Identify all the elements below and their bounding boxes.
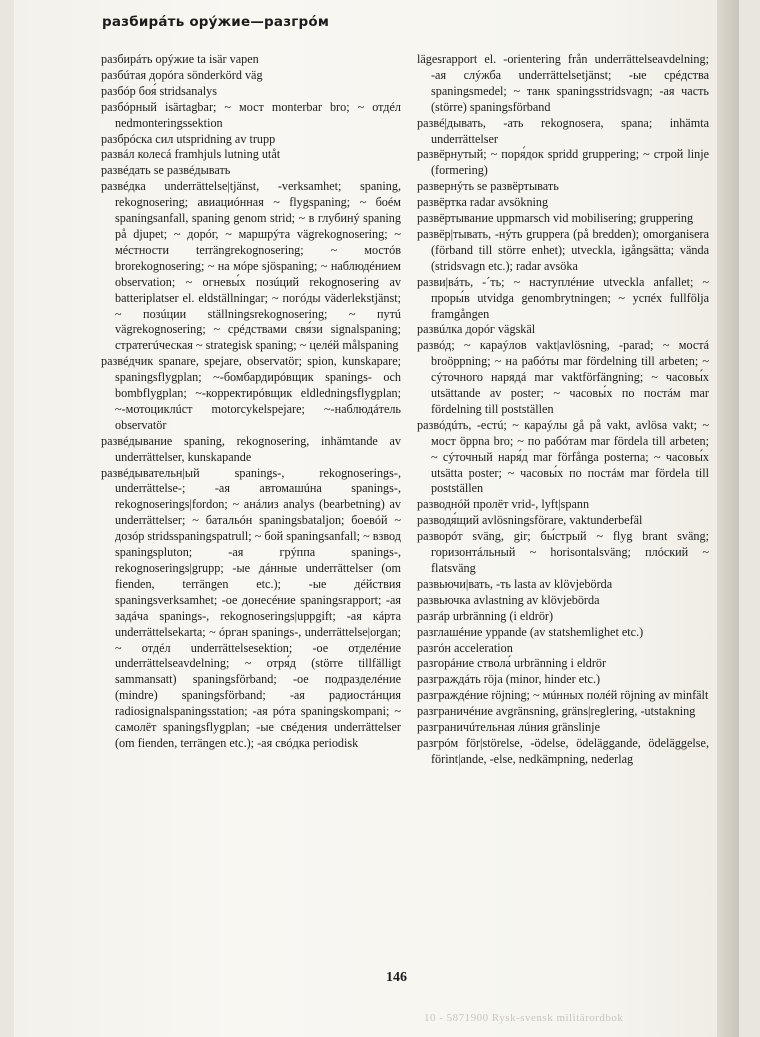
dictionary-entry: разводя́щий avlösningsförare, vaktunderbefäl — [417, 513, 643, 528]
dictionary-entry: разгáр urbränning (i eldrör) — [417, 608, 554, 623]
dictionary-entry: развéдка underrättelse|tjänst, -verksamhet; spaning, rekognosering; авиациóнная ~ flygspaning; ~ боéм spaningsanfall, spaning genom strid; ~ в глубинý spaning på djupet; ~ дорóг, ~ маршрýта vägrekognosering; ~ мéстности terrängrekognosering; ~ мостóв brorekognosering; ~ на мóре sjöspaning; ~ наблюдéнием observation; ~ огневы́х позúций rekognosering av batteriplatser el. eldställningar; ~ погóды väderlekstjänst; ~ позúции ställningsrekognosering; ~ путú vägrekognosering; ~ срéдствами свя́зи signalspaning; стратегúческая ~ strategisk spaning; ~ целéй målspaning — [101, 179, 401, 353]
dictionary-entry: развéдчик spanare, spejare, observatör; spion, kunskapare; spaningsflygplan; ~-бомбардирóвщик spanings- och bombflygplan; ~-корректирóвщик eldledningsflygplan; ~-мотоциклúст motorcykelspejare; ~-наблюдáтель observatör — [101, 354, 401, 432]
dictionary-entry: развé|дывать, -ать rekognosera, spana; inhämta underrättelser — [417, 115, 709, 146]
dictionary-page — [14, 0, 739, 1037]
page-gutter-shadow — [717, 0, 739, 1037]
dictionary-entry: разграждáть röja (minor, hinder etc.) — [417, 672, 601, 687]
dictionary-entry: развьючи|вать, -ть lasta av klövjebörda — [417, 576, 613, 591]
right-column — [417, 52, 709, 768]
dictionary-entry: разви|вáть, -´ть; ~ наступлéние utveckla anfallet; ~ проры́в utvidga genombrytningen; ~ успéх fullfölja framgången — [417, 274, 709, 321]
dictionary-entry: разбирáть орýжие ta isär vapen — [101, 52, 259, 66]
page-number: 146 — [386, 970, 407, 985]
dictionary-entry: развёр|тывать, -нýть gruppera (på bredden); omorganisera (förband till större enhet); utveckla, igångsätta; vända (stridsvagn etc.); radar avsöka — [417, 226, 709, 273]
dictionary-entry: разграничéние avgränsning, gräns|reglering, -utstakning — [417, 704, 696, 719]
dictionary-entry: развáл колесá framhjuls lutning utåt — [101, 147, 281, 162]
dictionary-entry: разбúтая дорóга sönderkörd väg — [101, 67, 263, 82]
dictionary-entry: разграничúтельная лúния gränslinje — [417, 720, 600, 735]
running-head: разбирáть орýжие—разгрóм — [102, 14, 330, 30]
dictionary-entry: развéдывание spaning, rekognosering, inhämtande av underrättelser, kunskapande — [101, 433, 401, 464]
left-column — [101, 52, 401, 752]
dictionary-entry: разбóрный isärtagbar; ~ мост monterbar bro; ~ отдéл nedmonteringssektion — [101, 99, 401, 130]
dictionary-entry: развёртка radar avsökning — [417, 195, 549, 210]
dictionary-entry: развóдúть, -естú; ~ караýлы gå på vakt, avlösa vakt; ~ мост öppna bro; ~ по рабóтам mar fördela till arbeten; ~ сýточный наря́д mar förfånga posterna; ~ часовы́х utsätta poster; ~ часовы́х по постáм mar fördela till postställen — [417, 417, 709, 496]
dictionary-entry: разгорáние ствола́ urbränning i eldrör — [417, 656, 607, 671]
dictionary-entry: развьючка avlastning av klövjebörda — [417, 592, 600, 607]
dictionary-entry: развёрнутый; ~ поря́док spridd gruppering; ~ строй linje (formering) — [417, 147, 709, 178]
dictionary-entry: lägesrapport el. -orientering från underrättelseavdelning; -ая слýжба underrättelsetjänst; -ые срéдства spaningsmedel; ~ танк spaningsstridsvagn; -ая часть (större) spaningsförband — [417, 52, 709, 114]
dictionary-entry: развéдать se развéдывать — [101, 163, 231, 178]
dictionary-entry: разводнóй пролёт vrid-, lyft|spann — [417, 497, 590, 512]
dictionary-entry: разворóт sväng, gir; бы́стрый ~ flyg brant sväng; горизонтáльный ~ horisontalsväng; плóский ~ flatsväng — [417, 529, 709, 575]
dictionary-entry: развернýть se развёртывать — [417, 179, 559, 194]
dictionary-entry: разбóр боя́ stridsanalys — [101, 83, 218, 98]
dictionary-entry: развéдывательн|ый spanings-, rekognoserings-, underrättelse-; -ая автомашúна spanings-, rekognoserings|fordon; ~ анáлиз analys (bearbetning) av underrättelser; ~ батальóн spaningsbataljon; боевóй ~ дозóр stridsspaningspatrull; ~ бой spaningsanfall; ~ взвод spaningspluton; -ая грýппа spanings-, rekognoserings|grupp; -ые дáнные underrättelser (om fienden, terrängen etc.); -ые дéйствия spaningsverksamhet; -ое донесéние spaningsrapport; -ая задáча spanings-, rekognoserings|uppgift; -ая кáрта underrättelsekarta; ~ óрган spanings-, underrättelse|organ; ~ отдéл underrättelsesektion; -ое отделéние underrättelseavdelning; ~ отря́д (större tillfälligt sammansatt) spaningsförband; -ое подразделéние (mindre) spaningsförband; -ая радиостáнция radiosignalspaningsstation; -ая рóта spaningskompani; ~ самолёт spaningsflygplan; -ые свéдения underrättelser (om fienden, terrängen etc.); -ая свóдка periodisk — [101, 465, 401, 750]
dictionary-entry: разглашéние yppande (av statshemlighet etc.) — [417, 624, 644, 639]
dictionary-entry: разбрóска сил utspridning av trupp — [101, 131, 276, 146]
dictionary-entry: разграждéние röjning; ~ мúнных полéй röjning av minfält — [417, 688, 709, 703]
dictionary-entry: развёртывание uppmarsch vid mobilisering; gruppering — [417, 211, 694, 226]
dictionary-entry: развúлка дорóг vägskäl — [417, 322, 536, 337]
dictionary-entry: развóд; ~ караýлов vakt|avlösning, -parad; ~ мостá broöppning; ~ на рабóты mar fördelning till arbeten; ~ сýточного нарядá mar vaktförfängning; ~ часовы́х utsättande av poster; ~ часовы́х по постáм mar fördelning till postställen — [417, 338, 709, 416]
faint-imprint: 10 - 5871900 Rysk-svensk militärordbok — [424, 1012, 624, 1024]
dictionary-entry: разгóн acceleration — [417, 640, 513, 655]
dictionary-entry: разгрóм för|störelse, -ödelse, ödeläggande, ödeläggelse, förint|ande, -else, nedkämpning, nederlag — [417, 735, 709, 766]
